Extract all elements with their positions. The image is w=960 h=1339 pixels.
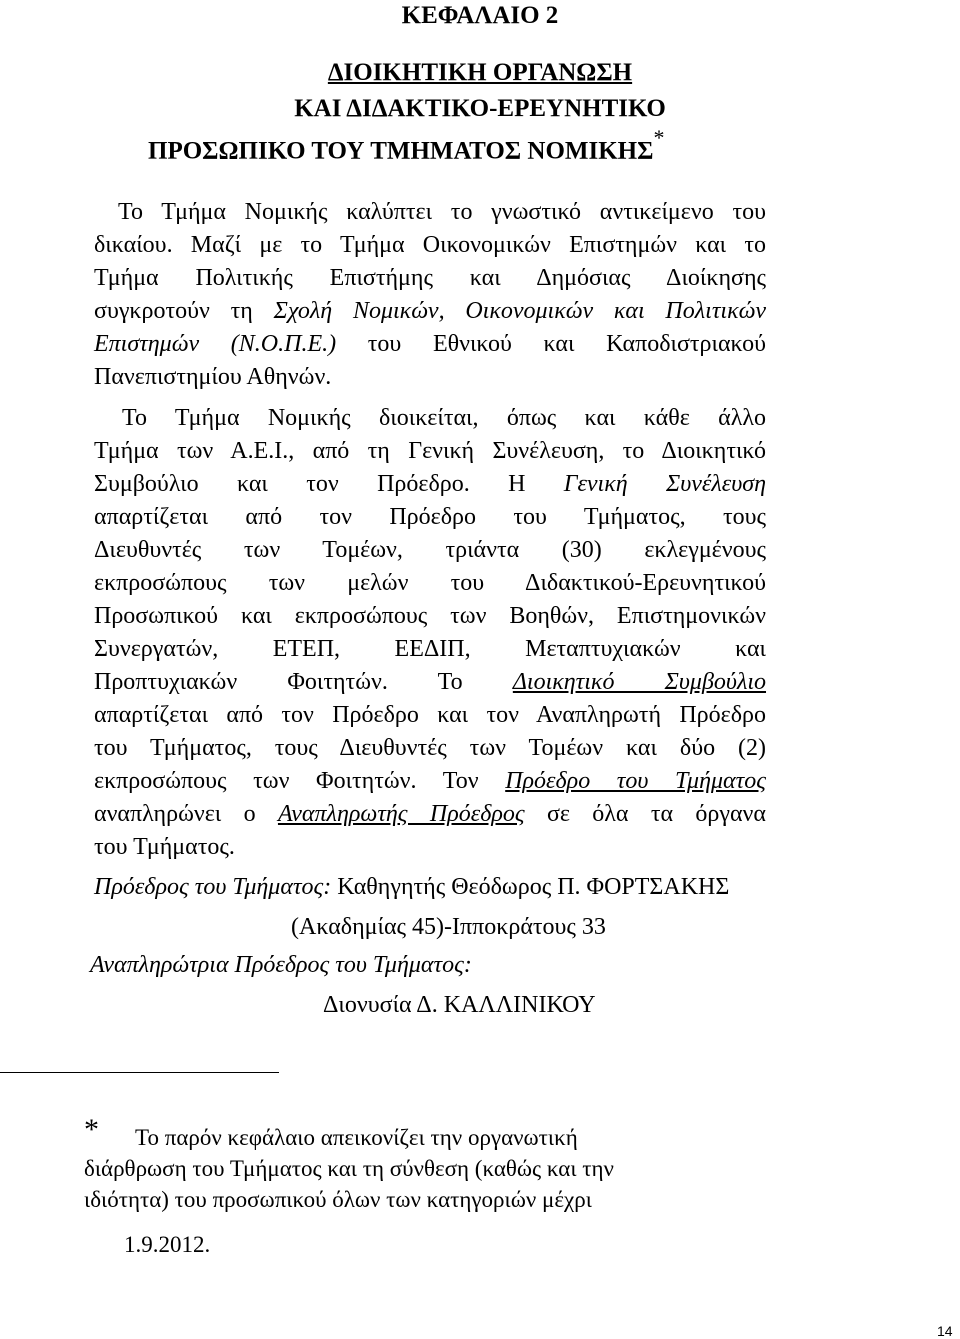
chapter-title-line-3: ΠΡΟΣΩΠΙΚΟ ΤΟΥ ΤΜΗΜΑΤΟΣ ΝΟΜΙΚΗΣ* xyxy=(148,125,665,165)
footnote-mark: * xyxy=(84,1113,99,1146)
paragraph-2-line: απαρτίζεται από τον Πρόεδρο του Τμήματος, τους xyxy=(94,504,766,530)
paragraph-2-line: Προσωπικού και εκπροσώπους των Βοηθών, Επιστημονικών xyxy=(94,603,766,629)
general-assembly-term: Γενική Συνέλευση xyxy=(563,471,766,497)
paragraph-2-line: εκπροσώπους των μελών του Διδακτικού-Ερευνητικού xyxy=(94,570,766,596)
administrative-board-term: Διοικητικό Συμβούλιο xyxy=(512,669,767,695)
paragraph-2-line: Συνεργατών, ΕΤΕΠ, ΕΕΔΙΠ, Μεταπτυχιακών και xyxy=(94,636,766,662)
footnote-line: διάρθρωση του Τμήματος και τη σύνθεση (καθώς και την xyxy=(84,1156,614,1181)
footnote-line: Το παρόν κεφάλαιο απεικονίζει την οργανωτική xyxy=(135,1125,578,1150)
paragraph-2-line: του Τμήματος. xyxy=(94,834,235,860)
school-abbreviation: Επιστημών (Ν.Ο.Π.Ε.) xyxy=(94,331,337,357)
president-label: Πρόεδρος του Τμήματος: xyxy=(94,874,332,900)
paragraph-2-line: Συμβούλιο και τον Πρόεδρο. Η Γενική Συνέλευση xyxy=(94,471,766,497)
footnote-date: 1.9.2012. xyxy=(124,1232,211,1257)
paragraph-2-line: Προπτυχιακών Φοιτητών. Το Διοικητικό Συμβούλιο xyxy=(94,669,767,695)
paragraph-2-line: εκπροσώπους των Φοιτητών. Τον Πρόεδρο του Τμήματος xyxy=(94,768,766,794)
deputy-name: Διονυσία Δ. ΚΑΛΛΙΝΙΚΟΥ xyxy=(323,992,596,1018)
chapter-title-line-1: ΔΙΟΙΚΗΤΙΚΗ ΟΡΓΑΝΩΣΗ xyxy=(327,59,633,86)
president-name: Καθηγητής Θεόδωρος Π. ΦΟΡΤΣΑΚΗΣ xyxy=(337,874,730,900)
president-term: Πρόεδρο του Τμήματος xyxy=(505,768,766,794)
footnote-separator xyxy=(0,1072,279,1073)
deputy-president-term: Αναπληρωτής Πρόεδρος xyxy=(277,801,525,827)
paragraph-2-line: αναπληρώνει ο Αναπληρωτής Πρόεδρος σε όλα τα όργανα xyxy=(94,801,766,827)
chapter-label: ΚΕΦΑΛΑΙΟ 2 xyxy=(401,2,559,29)
paragraph-2-line: Διευθυντές των Τομέων, τριάντα (30) εκλεγμένους xyxy=(94,537,766,563)
paragraph-2-line: Το Τμήμα Νομικής διοικείται, όπως και κάθε άλλο xyxy=(122,405,766,431)
paragraph-1-line: δικαίου. Μαζί με το Τμήμα Οικονομικών Επιστημών και το xyxy=(94,232,766,258)
paragraph-2-line: του Τμήματος, τους Διευθυντές των Τομέων και δύο (2) xyxy=(94,735,766,761)
deputy-label: Αναπληρώτρια Πρόεδρος του Τμήματος: xyxy=(90,952,472,978)
chapter-title-line-2: ΚΑΙ ΔΙΔΑΚΤΙΚΟ-ΕΡΕΥΝΗΤΙΚΟ xyxy=(294,95,666,122)
paragraph-1-line: συγκροτούν τη Σχολή Νομικών, Οικονομικών και Πολιτικών xyxy=(94,298,766,324)
president-line xyxy=(94,874,729,901)
paragraph-1-line: Επιστημών (Ν.Ο.Π.Ε.) του Εθνικού και Καποδιστριακού xyxy=(94,331,767,357)
paragraph-1-line: Πανεπιστημίου Αθηνών. xyxy=(94,364,332,390)
page-number: 14 xyxy=(937,1323,953,1339)
school-name: Σχολή Νομικών, Οικονομικών και Πολιτικών xyxy=(273,298,766,324)
president-address: (Ακαδημίας 45)-Ιπποκράτους 33 xyxy=(291,914,606,940)
footnote-line: ιδιότητα) του προσωπικού όλων των κατηγοριών μέχρι xyxy=(84,1187,592,1212)
paragraph-2-line: απαρτίζεται από τον Πρόεδρο και τον Αναπληρωτή Πρόεδρο xyxy=(94,702,766,728)
paragraph-1-line: Το Τμήμα Νομικής καλύπτει το γνωστικό αντικείμενο του xyxy=(118,199,766,225)
paragraph-2-line: Τμήμα των Α.Ε.Ι., από τη Γενική Συνέλευση, το Διοικητικό xyxy=(94,438,766,464)
title-footnote-mark: * xyxy=(653,125,665,150)
paragraph-1-line: Τμήμα Πολιτικής Επιστήμης και Δημόσιας Διοίκησης xyxy=(94,265,766,291)
